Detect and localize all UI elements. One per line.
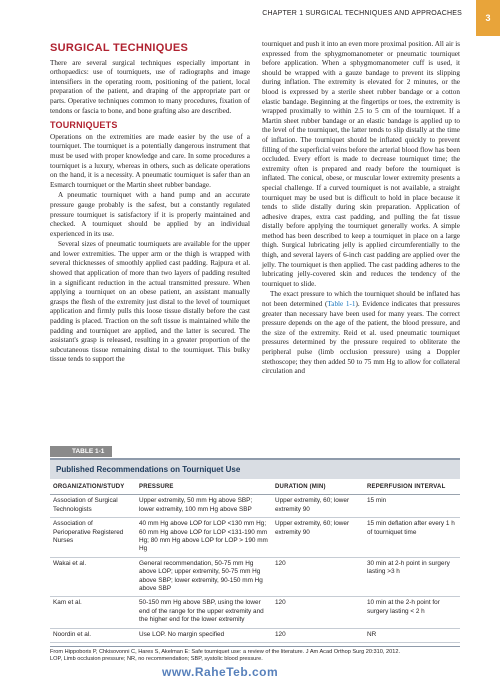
column-header: ORGANIZATION/STUDY xyxy=(50,479,136,495)
table-cell: Association of Perioperative Registered Nurses xyxy=(50,518,136,558)
table-cell: 30 min at 2-h point in surgery lasting >3 h xyxy=(364,557,460,597)
table-source: From Hippoboris P, Chkisovonni C, Hares S, Akelman E: Safe tourniquet use: a review of the literature. J Am Acad Orthop Surg 20:310, 2012. xyxy=(50,649,400,656)
paragraph-text: ). Evidence indicates that pressures greater than necessary have been used for many years. The correct pressure depends on the age of the patient, the blood pressure, and the size of the extremity. Reid et al. used pneumatic tourniquet pressures determined by the pressure required to obliterate the peripheral pulse (limb occlusion pressure) using a Doppler stethoscope; they then added 50 to 75 mm Hg to allow for collateral circulation and xyxy=(262,300,460,376)
paragraph: A pneumatic tourniquet with a hand pump and an accurate pressure gauge probably is the safest, but a constantly regulated pressure tourniquet is satisfactory if it is properly maintained and checked. A tourniquet should be applied by an individual experienced in its use. xyxy=(50,191,250,238)
table-cell: 120 xyxy=(272,557,364,597)
column-header: REPERFUSION INTERVAL xyxy=(364,479,460,495)
table-cell: 15 min xyxy=(364,495,460,518)
table-row xyxy=(50,597,460,628)
table-cell: 15 min deflation after every 1 h of tourniquet time xyxy=(364,518,460,558)
right-column xyxy=(262,40,460,378)
table-cell: Kam et al. xyxy=(50,597,136,628)
table-cell: 10 min at the 2-h point for surgery lasting < 2 h xyxy=(364,597,460,628)
table-title: Published Recommendations on Tourniquet Use xyxy=(50,458,460,479)
table-footnote xyxy=(50,646,460,663)
paragraph-text: The exact pressure to which the tourniquet should be inflated has not been determined ( xyxy=(262,290,460,309)
table-tag: TABLE 1-1 xyxy=(50,446,112,457)
table-row xyxy=(50,628,460,642)
paragraph: tourniquet and push it into an even more proximal position. All air is expressed from the sphygmomanometer or pneumatic tourniquet before application. When a sphygmomanometer cuff is used, it should be wrapped with a gauze bandage to prevent its slipping during inflation. The extremity is elevated for 2 minutes, or the blood is expressed by a sterile sheet rubber bandage or a cotton elastic bandage. Beginning at the fingertips or toes, the extremity is wrapped proximally to within 2.5 to 5 cm of the tourniquet. If a Martin sheet rubber bandage or an elastic bandage is applied up to the level of the tourniquet, the latter tends to slip distally at the time of inflation. The tourniquet should be inflated quickly to prevent filling of the superficial veins before the arterial blood flow has been occluded. Every effort is made to decrease tourniquet time; the extremity often is prepared and ready before the tourniquet is inflated. The conical, obese, or muscular lower extremity presents a special challenge. If a curved tourniquet is not available, a straight tourniquet may be used but is difficult to hold in place because it tends to slide distally during skin preparation. Application of adhesive drapes, extra cast padding, and pulling the fat tissue distally before applying the tourniquet generally works. A simple method has been described to keep a tourniquet in place on a large thigh. Surgical lubricating jelly is applied circumferentially to the thigh, and several layers of 6-inch cast padding are applied over the jelly. The tourniquet is then applied. The cast padding adheres to the lubricating jelly-covered skin and reduces the tendency of the tourniquet to slide. xyxy=(262,40,460,288)
section-title: SURGICAL TECHNIQUES xyxy=(50,42,189,54)
table-cell: Association of Surgical Technologists xyxy=(50,495,136,518)
column-header: PRESSURE xyxy=(136,479,272,495)
table-cell: Noordin et al. xyxy=(50,628,136,642)
table-cell: 50-150 mm Hg above SBP, using the lower end of the range for the upper extremity and the higher end for the lower extremity xyxy=(136,597,272,628)
intro-paragraph: There are several surgical techniques especially important in orthopaedics: use of tourniquets, use of radiographs and image intensifiers in the operating room, positioning of the patient, local preparation of the patient, and draping of the appropriate part or parts. Operative techniques common to many procedures, fixation of tendons or fascia to bone, and bone grafting also are described. xyxy=(50,58,250,115)
table-cell: Wakai et al. xyxy=(50,557,136,597)
paragraph: Several sizes of pneumatic tourniquets are available for the upper and lower extremities. The upper arm or the thigh is wrapped with several thicknesses of smoothly applied cast padding. Rajpura et al. showed that application of more than two layers of padding resulted in a significant reduction in the actual transmitted pressure. When applying a tourniquet on an obese patient, an assistant manually grasps the flesh of the extremity just distal to the level of tourniquet application and firmly pulls this loose tissue distally before the cast padding is placed. Traction on the soft tissue is maintained while the padding and tourniquet are applied, and the latter is secured. The assistant's grasp is released, resulting in a greater proportion of the subcutaneous tissue remaining distal to the tourniquet. This bulky tissue tends to support the xyxy=(50,240,250,364)
table-cell: General recommendation, 50-75 mm Hg above LOP; upper extremity, 50-75 mm Hg above SBP; lower extremity, 90-150 mm Hg above SBP xyxy=(136,557,272,597)
table-cell: NR xyxy=(364,628,460,642)
subsection-title: TOURNIQUETS xyxy=(50,120,118,131)
column-header: DURATION (MIN) xyxy=(272,479,364,495)
recommendations-table xyxy=(50,479,460,643)
left-column xyxy=(50,44,250,366)
chapter-label: CHAPTER 1 SURGICAL TECHNIQUES AND APPROACHES xyxy=(262,10,462,17)
table-header-row xyxy=(50,479,460,495)
table-row xyxy=(50,518,460,558)
table-cell: Upper extremity, 60; lower extremity 90 xyxy=(272,518,364,558)
table-row xyxy=(50,557,460,597)
paragraph: Operations on the extremities are made easier by the use of a tourniquet. The tourniquet is a potentially dangerous instrument that must be used with proper knowledge and care. In some procedures a tourniquet is a luxury, whereas in others, such as delicate operations on the hand, it is a necessity. A pneumatic tourniquet is safer than an Esmarch tourniquet or the Martin sheet rubber bandage. xyxy=(50,132,250,189)
paragraph xyxy=(262,290,460,376)
page-number: 3 xyxy=(476,0,500,36)
table-cell: 40 mm Hg above LOP for LOP <130 mm Hg; 60 mm Hg above LOP for LOP <131-190 mm Hg; 80 mm Hg above LOP for LOP > 190 mm Hg xyxy=(136,518,272,558)
table-cell: Upper extremity, 50 mm Hg above SBP; lower extremity, 100 mm Hg above SBP xyxy=(136,495,272,518)
watermark: www.RaheTeb.com xyxy=(162,665,279,679)
table-cell: 120 xyxy=(272,597,364,628)
table-abbreviations: LOP, Limb occlusion pressure; NR, no recommendation; SBP, systolic blood pressure. xyxy=(50,656,263,663)
table-cell: 120 xyxy=(272,628,364,642)
table-row xyxy=(50,495,460,518)
table-cell: Upper extremity, 60; lower extremity 90 xyxy=(272,495,364,518)
table-1-1 xyxy=(50,440,460,663)
table-reference-link[interactable]: Table 1-1 xyxy=(327,300,356,309)
page-header xyxy=(0,0,500,38)
table-cell: Use LOP. No margin specified xyxy=(136,628,272,642)
